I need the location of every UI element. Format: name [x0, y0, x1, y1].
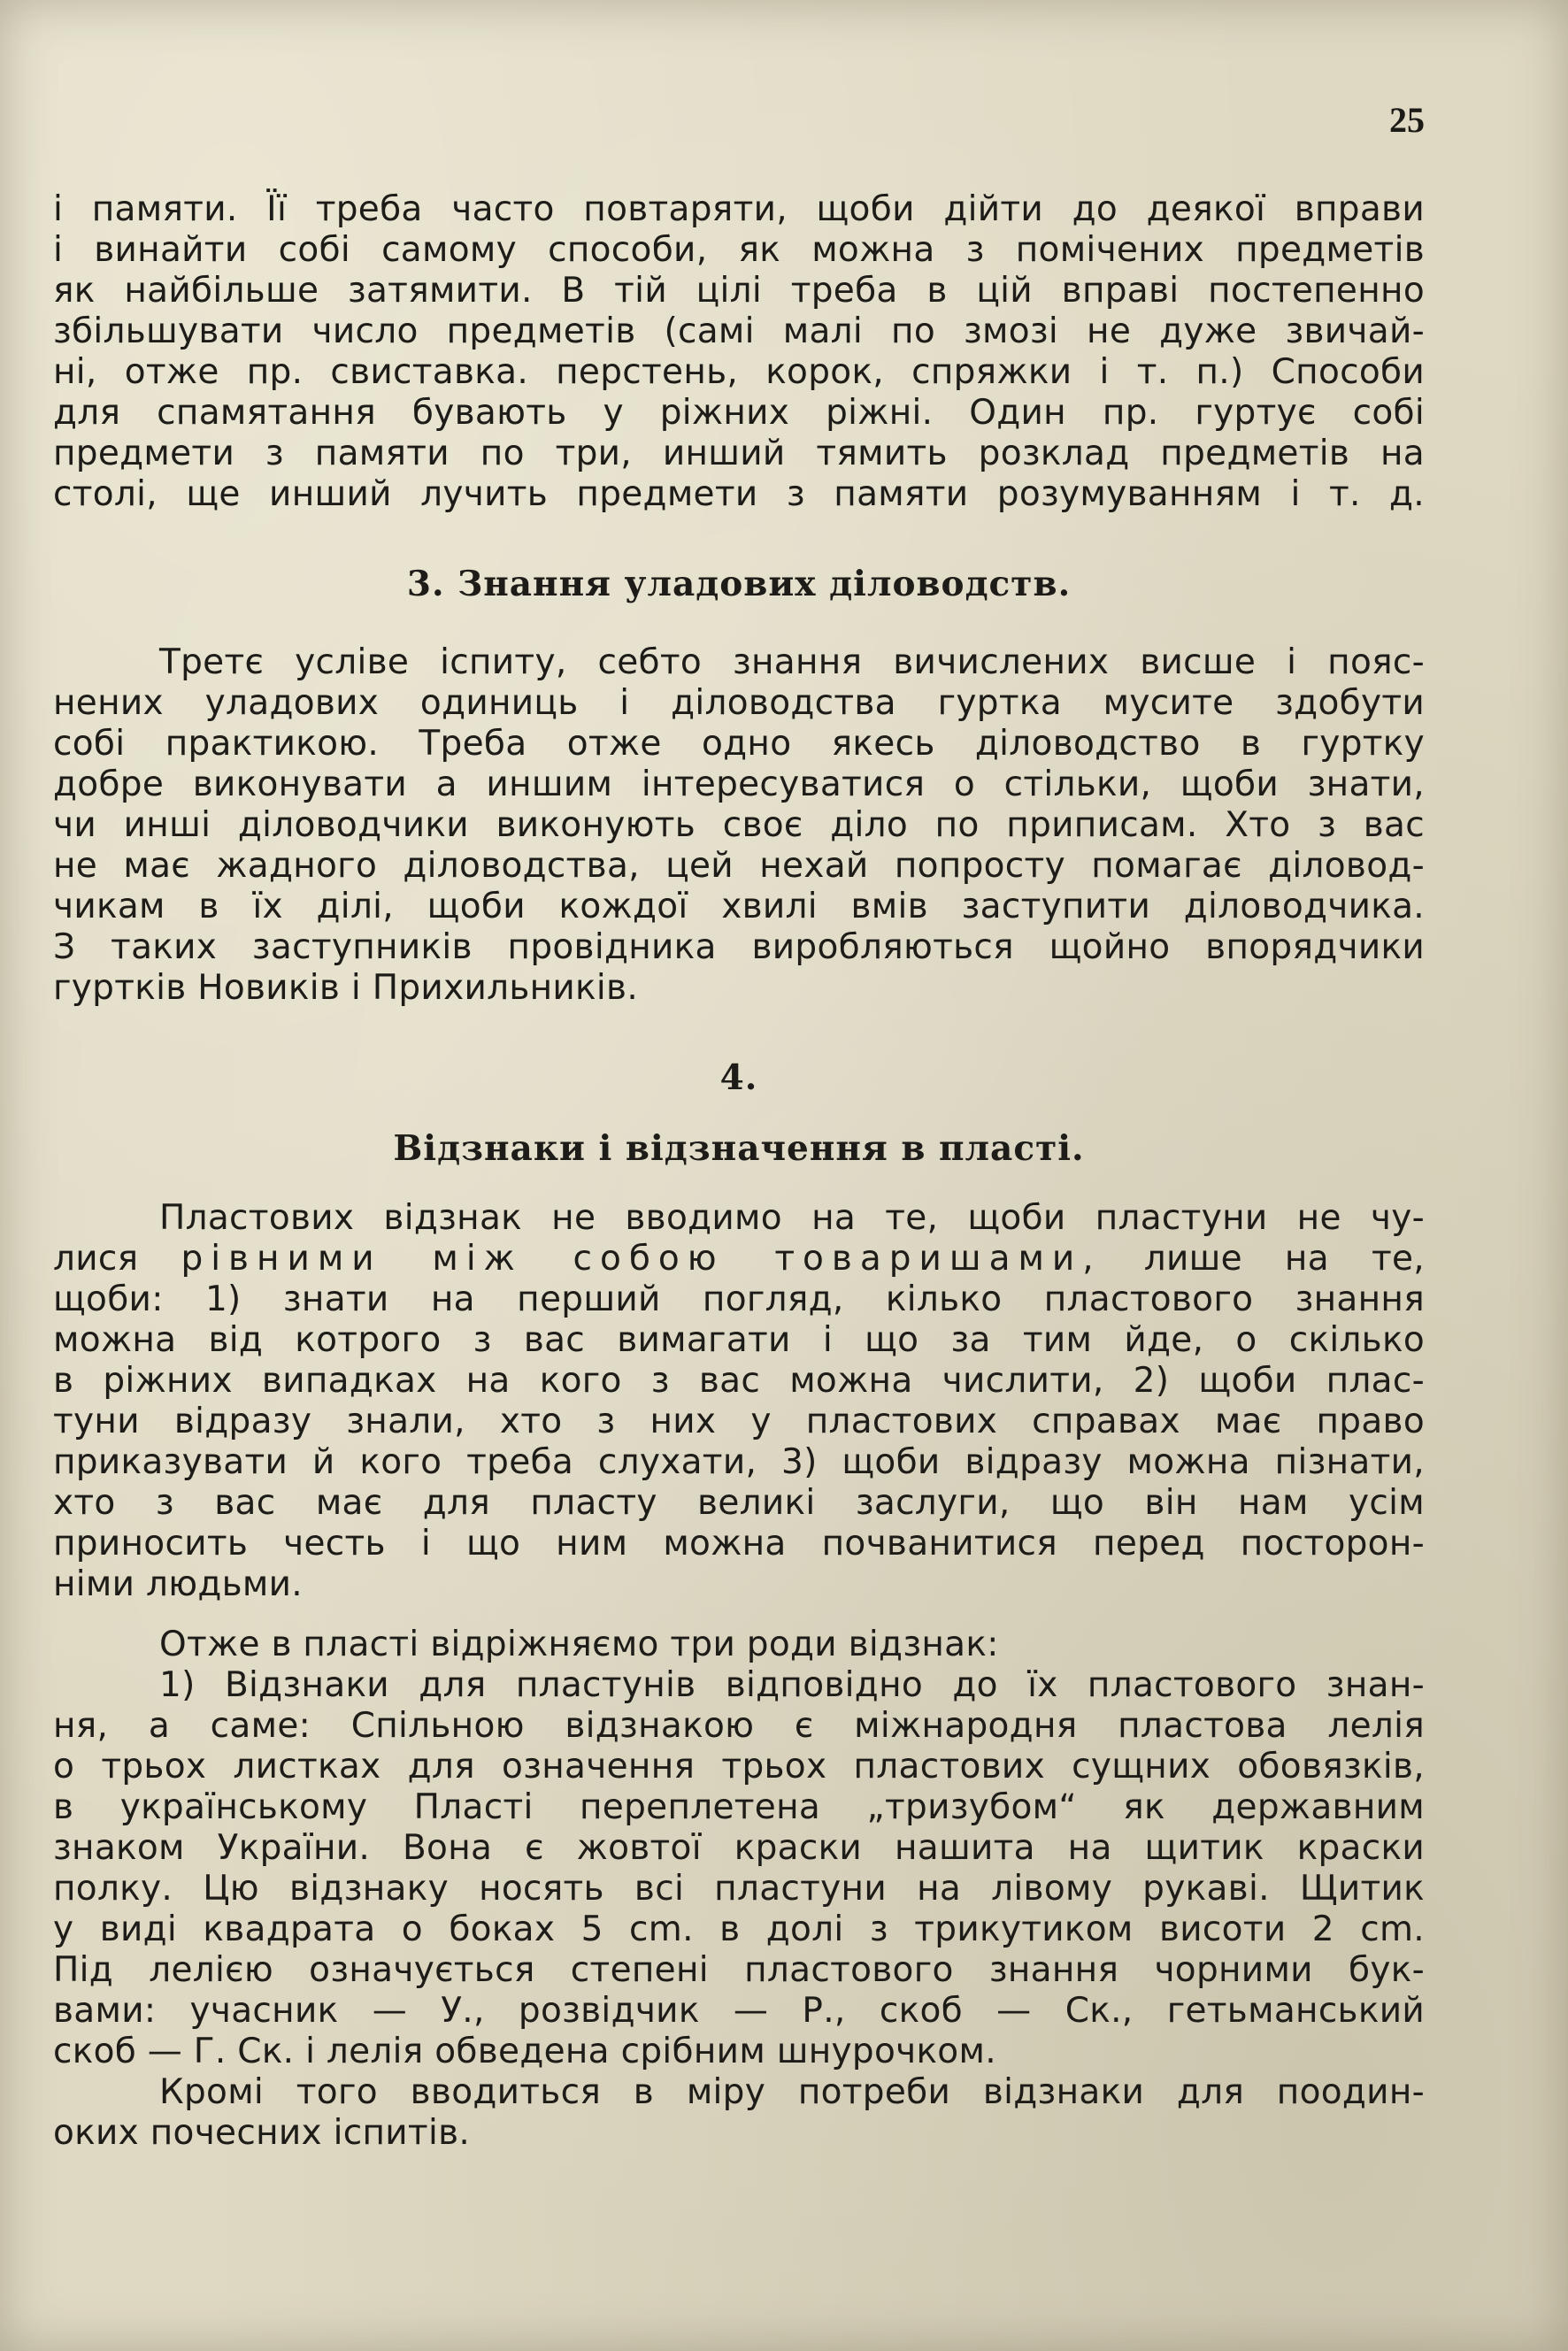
section-4-number: 4.: [719, 1057, 758, 1098]
section-3-heading: 3. Знання уладових діловодств.: [406, 564, 1072, 604]
text-line: столі, ще инший лучить предмети з памяти розумуванням і т. д.: [53, 474, 1425, 514]
text-line: і винайти собі самому способи, як можна з помічених предметів: [53, 230, 1425, 270]
text-line: о трьох листках для означення трьох пластових сущних обовязків,: [53, 1747, 1425, 1786]
text-fragment: лише на те,: [1143, 1239, 1425, 1279]
text-line: можна від котрого з вас вимагати і що за тим йде, о скілько: [53, 1320, 1425, 1360]
text-line: щоби: 1) знати на перший погляд, кілько пластового знання: [53, 1279, 1425, 1319]
text-line: приказувати й кого треба слухати, 3) щоби відразу можна пізнати,: [53, 1442, 1425, 1482]
page-number: 25: [1389, 100, 1425, 140]
text-line: приносить честь і що ним можна почванитися перед посторон-: [53, 1524, 1425, 1563]
text-line: у виді квадрата о боках 5 cm. в долі з трикутиком висоти 2 cm.: [53, 1909, 1425, 1949]
paragraph-badges-for-scouts: [53, 1665, 1425, 2072]
text-line: для спамятання бувають у ріжних ріжні. Один пр. гуртує собі: [53, 393, 1425, 433]
text-line: чикам в їх ділі, щоби кождої хвилі вмів заступити діловодчика.: [53, 887, 1425, 926]
text-line: хто з вас має для пласту великі заслуги, що він нам усім: [53, 1483, 1425, 1523]
text-line: Під лелією означується степені пластового знання чорними бук-: [53, 1950, 1425, 1990]
paragraph-memory-exercise: [53, 189, 1425, 515]
text-line: не має жадного діловодства, цей нехай попросту помагає діловод-: [53, 846, 1425, 886]
section-4-heading: Відзнаки і відзначення в пласті.: [393, 1128, 1085, 1169]
text-line: туни відразу знали, хто з них у пластових справах має право: [53, 1402, 1425, 1441]
page-body: [53, 189, 1425, 2154]
text-line: [53, 1239, 1425, 1279]
text-line: як найбільше затямити. В тій цілі треба в цій вправі постепенно: [53, 271, 1425, 311]
text-line: 1) Відзнаки для пластунів відповідно до їх пластового знан-: [159, 1665, 1425, 1705]
spaced-emphasis: рівними між собою товаришами,: [181, 1239, 1102, 1279]
paragraph-honorary-tests: [53, 2072, 1425, 2154]
text-line: чи инші діловодчики виконують своє діло по приписам. Хто з вас: [53, 805, 1425, 845]
text-line: Пластових відзнак не вводимо на те, щоби пластуни не чу-: [159, 1198, 1425, 1238]
paragraph-badge-kinds: [53, 1625, 1425, 1665]
text-line: збільшувати число предметів (самі малі по змозі не дуже звичай-: [53, 311, 1425, 351]
text-line: полку. Цю відзнаку носять всі пластуни на лівому рукаві. Щитик: [53, 1869, 1425, 1909]
text-line: З таких заступників провідника виробляються щойно впорядчики: [53, 927, 1425, 967]
text-line: Отже в пласті відріжняємо три роди відзнак:: [159, 1625, 999, 1664]
text-line: нених уладових одиниць і діловодства гуртка мусите здобути: [53, 683, 1425, 723]
paragraph-gap: [53, 1605, 1425, 1625]
text-line: скоб — Г. Ск. і лелія обведена срібним шнурочком.: [53, 2032, 996, 2071]
text-line: в українському Пласті переплетена „тризубом“ як державним: [53, 1787, 1425, 1827]
text-line: Кромі того вводиться в міру потреби відзнаки для поодин-: [159, 2072, 1425, 2112]
text-line: ня, а саме: Спільною відзнакою є міжнародня пластова лелія: [53, 1706, 1425, 1746]
text-line: гуртків Новиків і Прихильників.: [53, 968, 639, 1008]
paragraph-badges-purpose: [53, 1198, 1425, 1605]
text-line: предмети з памяти по три, инший тямить розклад предметів на: [53, 434, 1425, 473]
text-fragment: лися: [53, 1239, 139, 1279]
paragraph-offices: [53, 642, 1425, 1009]
text-line: вами: учасник — У., розвідчик — Р., скоб — Ск., гетьманський: [53, 1991, 1425, 2031]
text-line: німи людьми.: [53, 1564, 303, 1604]
text-line: Третє усліве іспиту, себто знання вичислених висше і пояс-: [159, 642, 1425, 682]
text-line: в ріжних випадках на кого з вас можна числити, 2) щоби плас-: [53, 1361, 1425, 1401]
text-line: оких почесних іспитів.: [53, 2113, 471, 2153]
text-line: ні, отже пр. свиставка. перстень, корок, спряжки і т. п.) Способи: [53, 352, 1425, 392]
text-line: собі практикою. Треба отже одно якесь діловодство в гуртку: [53, 724, 1425, 764]
text-line: і памяти. Її треба часто повтаряти, щоби дійти до деякої вправи: [53, 189, 1425, 229]
text-line: добре виконувати а иншим інтересуватися о стільки, щоби знати,: [53, 764, 1425, 804]
text-line: знаком України. Вона є жовтої краски нашита на щитик краски: [53, 1828, 1425, 1868]
